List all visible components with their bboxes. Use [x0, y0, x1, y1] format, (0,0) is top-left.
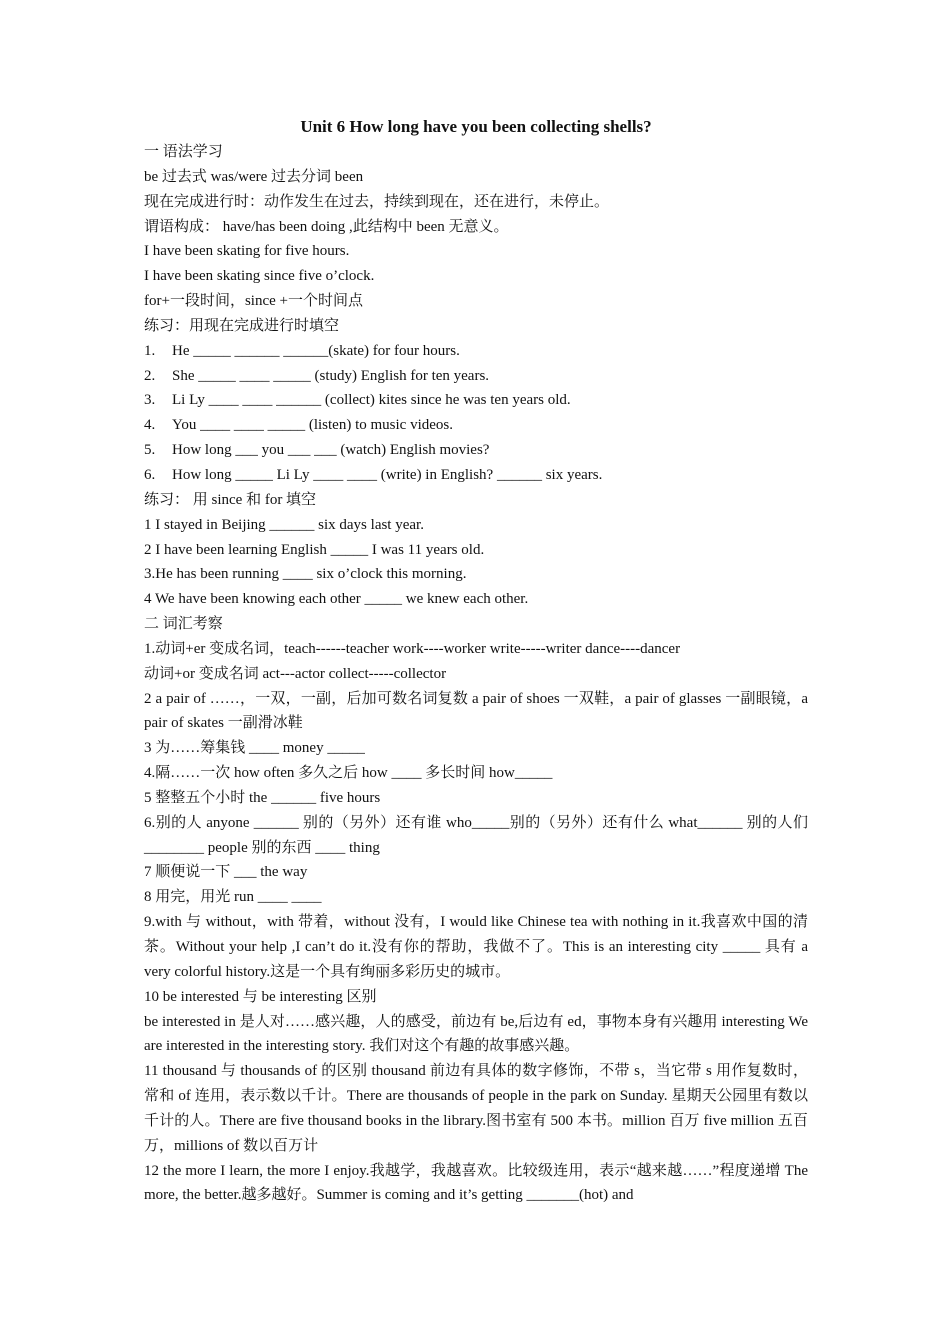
exercise-item: 3.He has been running ____ six o’clock this morning. — [144, 566, 467, 583]
vocab-item: 10 be interested 与 be interesting 区别 — [144, 988, 377, 1005]
vocab-item: 1.动词+er 变成名词，teach------teacher work----worker write-----writer dance----dancer — [144, 640, 681, 657]
section-heading-vocab: 二 词汇考察 — [144, 616, 223, 633]
item-text: She _____ ____ _____ (study) English for ten years. — [172, 367, 490, 384]
vocab-item: 动词+or 变成名词 act---actor collect-----collector — [144, 665, 447, 682]
exercise-item: 4 We have been knowing each other _____ we knew each other. — [144, 591, 529, 608]
grammar-line: 现在完成进行时：动作发生在过去，持续到现在，还在进行，未停止。 — [144, 193, 610, 210]
vocab-item: 5 整整五个小时 the ______ five hours — [144, 789, 381, 806]
exercise-heading: 练习： 用 since 和 for 填空 — [144, 491, 317, 508]
vocab-item: 8 用完，用光 run ____ ____ — [144, 889, 322, 906]
document-title: Unit 6 How long have you been collecting shells? — [300, 117, 652, 136]
item-text: Li Ly ____ ____ ______ (collect) kites since he was ten years old. — [172, 392, 571, 409]
item-number: 4. — [144, 417, 156, 434]
exercise-item — [144, 438, 808, 463]
grammar-line: I have been skating for five hours. — [144, 243, 350, 260]
item-text: He _____ ______ ______(skate) for four hours. — [172, 342, 460, 359]
item-text: How long _____ Li Ly ____ ____ (write) in English? ______ six years. — [172, 466, 603, 483]
exercise-heading: 练习：用现在完成进行时填空 — [144, 317, 340, 334]
item-number: 2. — [144, 367, 156, 384]
vocab-item: 11 thousand 与 thousands of 的区别 thousand 前边有具体的数字修饰，不带 s，当它带 s 用作复数时，常和 of 连用，表示数以千计。There are thousands of people in the park on Sunday. 星期天公园里有数以千计的人。There are five thousand books in the library.图书室有 500 本书。million 百万 five million 五百万，millions of 数以百万计 — [144, 1063, 808, 1154]
grammar-line: for+一段时间，since +一个时间点 — [144, 293, 363, 310]
item-number: 6. — [144, 466, 156, 483]
grammar-line: be 过去式 was/were 过去分词 been — [144, 168, 364, 185]
exercise-item: 2 I have been learning English _____ I was 11 years old. — [144, 541, 485, 558]
vocab-item: 12 the more I learn, the more I enjoy.我越学，我越喜欢。比较级连用，表示“越来越……”程度递增 The more, the better.越多越好。Summer is coming and it’s getting _______(hot) and — [144, 1162, 808, 1204]
item-text: How long ___ you ___ ___ (watch) English movies? — [172, 442, 490, 459]
exercise-item — [144, 339, 808, 364]
exercise-item — [144, 388, 808, 413]
vocab-item: 3 为……筹集钱 ____ money _____ — [144, 740, 365, 757]
vocab-item: 4.隔……一次 how often 多久之后 how ____ 多长时间 how_____ — [144, 765, 553, 782]
item-number: 3. — [144, 392, 156, 409]
exercise-item — [144, 463, 808, 488]
exercise-item — [144, 364, 808, 389]
document-page — [144, 114, 808, 1208]
vocab-item: 6.别的人 anyone ______ 别的（另外）还有谁 who_____别的（另外）还有什么 what______ 别的人们 ________ people 别的东西 ____ thing — [144, 814, 808, 856]
vocab-item: be interested in 是人对……感兴趣，人的感受，前边有 be,后边有 ed，事物本身有兴趣用 interesting We are interested in the interesting story. 我们对这个有趣的故事感兴趣。 — [144, 1013, 808, 1055]
section-heading-grammar: 一 语法学习 — [144, 144, 223, 160]
vocab-item: 9.with 与 without，with 带着，without 没有，I would like Chinese tea with nothing in it.我喜欢中国的清茶。Without your help ,I can’t do it.没有你的帮助，我做不了。This is an interesting city _____ 具有 a very colorful history.这是一个具有绚丽多彩历史的城市。 — [144, 914, 808, 980]
grammar-line: I have been skating since five o’clock. — [144, 268, 375, 285]
item-number: 1. — [144, 342, 156, 359]
exercise-item — [144, 413, 808, 438]
vocab-item: 7 顺便说一下 ___ the way — [144, 864, 308, 881]
item-number: 5. — [144, 442, 156, 459]
grammar-line: 谓语构成： have/has been doing ,此结构中 been 无意义。 — [144, 218, 509, 235]
exercise-item: 1 I stayed in Beijing ______ six days last year. — [144, 516, 424, 533]
item-text: You ____ ____ _____ (listen) to music videos. — [172, 417, 453, 434]
vocab-item: 2 a pair of ……，一双，一副，后加可数名词复数 a pair of shoes 一双鞋，a pair of glasses 一副眼镜，a pair of skates 一副滑冰鞋 — [144, 690, 808, 732]
